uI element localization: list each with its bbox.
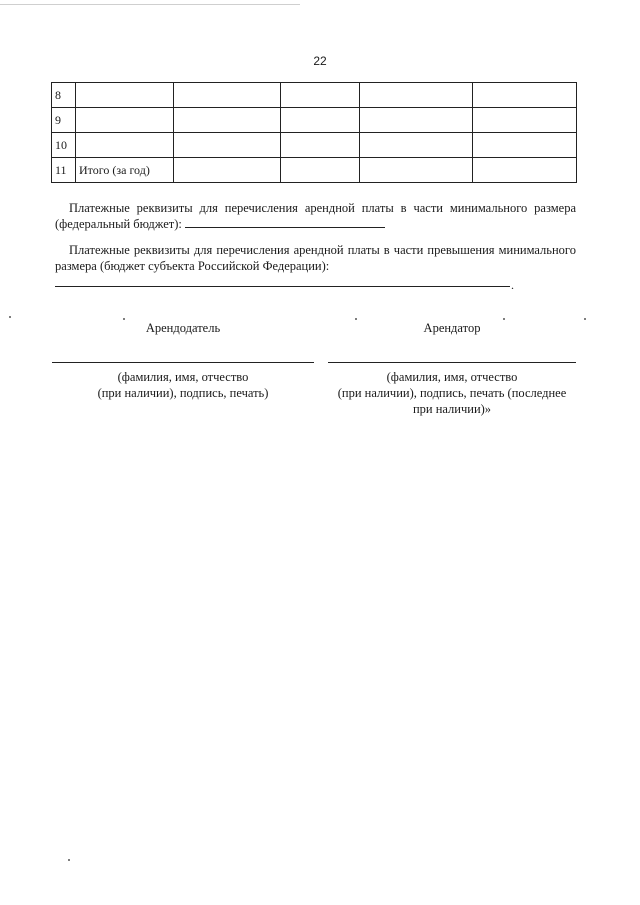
table-row-total [52, 158, 577, 183]
regional-requisites-blank [55, 286, 510, 287]
table-cell [281, 158, 360, 183]
scan-speck [9, 316, 11, 318]
federal-budget-requisites [55, 200, 576, 232]
row-number: 11 [52, 158, 76, 183]
table-cell [473, 83, 577, 108]
tenant-label: Арендатор [423, 321, 481, 335]
table-cell [360, 83, 473, 108]
row-number: 8 [52, 83, 76, 108]
regional-requisites-text: Платежные реквизиты для перечисления арендной платы в части превышения минимального размера (бюджет субъекта Российской Федерации): [55, 243, 576, 273]
scan-speck [584, 318, 586, 320]
table-cell [174, 83, 281, 108]
line-end-period: . [511, 278, 514, 292]
table-cell [360, 133, 473, 158]
row-number: 9 [52, 108, 76, 133]
table-row [52, 83, 577, 108]
table-cell [76, 83, 174, 108]
caption-line: (фамилия, имя, отчество [117, 370, 249, 384]
table-cell [76, 108, 174, 133]
tenant-caption [328, 369, 576, 417]
table-cell [281, 108, 360, 133]
table-cell [76, 133, 174, 158]
table-cell [281, 83, 360, 108]
table-cell [174, 158, 281, 183]
caption-line: (фамилия, имя, отчество [386, 370, 518, 384]
table-cell [473, 133, 577, 158]
scan-speck [68, 859, 70, 861]
table-cell [473, 108, 577, 133]
row-number: 10 [52, 133, 76, 158]
landlord-signature-line [52, 362, 314, 363]
table-cell [360, 158, 473, 183]
rent-payment-table [51, 82, 577, 183]
regional-budget-requisites [55, 242, 576, 274]
caption-line: (при наличии), подпись, печать (последнее [337, 386, 567, 400]
table-cell [174, 108, 281, 133]
federal-requisites-blank [185, 216, 385, 228]
caption-line: при наличии)» [412, 402, 492, 416]
federal-requisites-text: Платежные реквизиты для перечисления арендной платы в части минимального размера (федеральный бюджет): [55, 201, 576, 231]
scan-speck [503, 318, 505, 320]
table-row [52, 133, 577, 158]
table-cell [473, 158, 577, 183]
page-number: 22 [313, 54, 327, 68]
caption-line: (при наличии), подпись, печать) [97, 386, 269, 400]
tenant-signature-block [328, 320, 576, 417]
landlord-caption [52, 369, 314, 401]
landlord-label: Арендодатель [145, 321, 221, 335]
landlord-signature-block [52, 320, 314, 401]
tenant-signature-line [328, 362, 576, 363]
scan-speck [123, 318, 125, 320]
table-cell [174, 133, 281, 158]
table-cell [281, 133, 360, 158]
total-label-cell: Итого (за год) [76, 158, 174, 183]
scan-speck [355, 318, 357, 320]
table-row [52, 108, 577, 133]
table-cell [360, 108, 473, 133]
scan-edge-line [0, 4, 300, 5]
